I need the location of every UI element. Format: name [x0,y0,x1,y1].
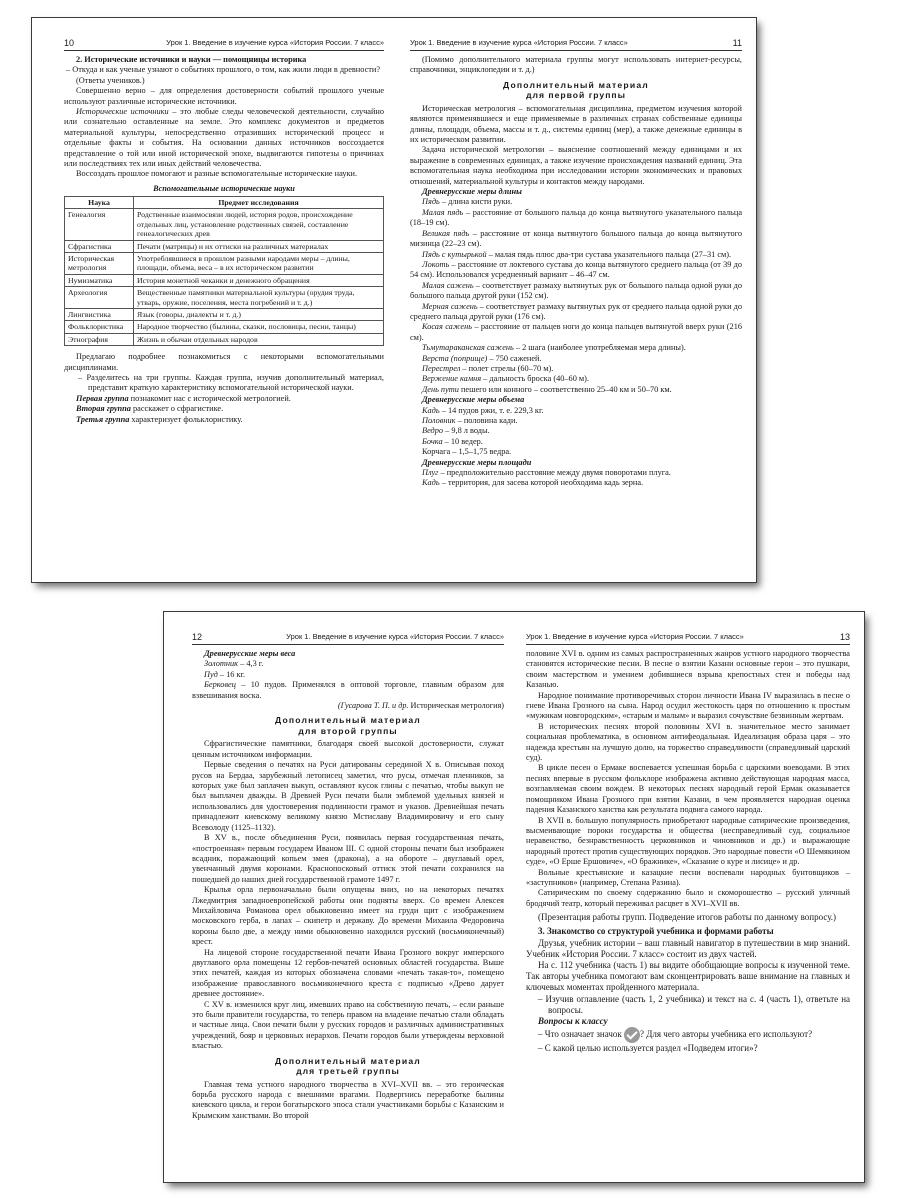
page-number: 11 [732,38,742,48]
paragraph [64,107,384,169]
section-title: Дополнительный материал [503,79,649,90]
measure-definition: – полет стрелы (60–70 м). [460,363,554,373]
science-name-cell: Сфрагистика [65,240,134,252]
paragraph: С XV в. изменился круг лиц, имевших право на собственную печать, – если раньше это были правители государства, то теперь правом на владение печатью стали обладать и частные лица. Свои печати были у русских городов и различных административных учреждений, бояр и церковных иерархов. Печати городов были утверждены верховной властью. [192,999,504,1051]
term: Вторая группа [76,404,131,414]
science-name-cell: Этнография [65,333,134,345]
group-line [64,394,384,404]
table-header-row [65,196,384,208]
paragraph: Первые сведения о печатях на Руси датированы серединой X в. Описывая поход русов на Бердаа, зарубежный летописец заметил, что русы, отмечая пленников, за которых уже был заплачен выкуп, оставляют кусок глины с печатью, чтобы выкуп не был выплачен дважды. В Древней Руси печати были эмблемой удельных князей и использовались для удостоверения подлинности грамот и указов. Древнейшая печать принадлежит киевскому великому князю Мстиславу Владимировичу и его сыну Всеволоду (1125–1132). [192,760,504,832]
measure-item [410,437,742,447]
measure-item [410,478,742,488]
measure-definition: – 14 пудов ржи, т. е. 229,3 кг. [439,405,544,415]
measure-item [410,197,742,207]
answer-note: (Ответы учеников.) [76,75,145,85]
subject-cell: Жизнь и обычаи отдельных народов [134,333,384,345]
measure-item [192,680,504,701]
instruction: – Разделитесь на три группы. Каждая группа, изучив дополнительный материал, представит краткую характеристику вспомогательной исторической науки. [78,372,384,393]
paragraph: Задача исторической метрологии – выяснение соотношений между единицами и их выражение в современных единицах, а также изучение происхождения названий единиц. Эта вспомогательная наука необходима при исследовании истории экономических и правовых отношений, материальной культуры и контактов между народами. [410,145,742,186]
paragraph: Историческая метрология – вспомогательная дисциплина, предметом изучения которой являются применявшиеся и еще применяемые в различных странах собственные единицы длины, площади, объема, массы и т. д., системы единиц (мер), а также денежные единицы в их историческом развитии. [410,103,742,145]
paragraph: В XV в., после объединения Руси, появилась первая государственная печать, «построенная» первым государем Иваном III. С одной стороны печати был изображен всадник, поражающий копьем змея (дракона), а на обороте – двуглавый орел, увенчанный двумя коронами. Краснопосковый оттиск этой печати сохранился на пошедшей до наших дней государственной грамоте 1497 г. [192,833,504,884]
subject-cell: Печати (матрицы) и их оттиски на различных материалах [134,240,384,252]
volume-measures-list [410,406,742,458]
measure-item [410,302,742,323]
measure-item [410,374,742,384]
table-body [65,209,384,346]
section-subtitle: для первой группы [526,90,626,101]
term: Третья группа [76,414,130,424]
term: Первая группа [76,393,129,403]
auxiliary-sciences-table [64,196,384,346]
source-author: (Гусарова Т. П. и др. [337,701,409,711]
instruction: – Изучив оглавление (часть 1, 2 учебника) и текст на с. 4 (часть 1), ответьте на вопросы. [538,993,850,1015]
text: познакомит нас с исторической метрологией. [128,393,291,403]
paragraph: Предлагаю подробнее познакомиться с некоторыми вспомогательными дисциплинами. [64,352,384,372]
science-name-cell: Фольклористика [65,321,134,333]
measure-term: Пуд [204,669,218,679]
subheading: Древнерусские меры веса [204,649,296,658]
table-header-cell: Предмет исследования [134,196,384,208]
measure-definition: – малая пядь плюс два-три сустава указательного пальца (27–31 см). [486,249,732,259]
subject-cell: Вещественные памятники материальной культуры (орудия труда, утварь, оружие, поселения, места погребений и т. д.) [134,287,384,309]
group-line [64,404,384,414]
table-row [65,308,384,320]
table-row [65,209,384,240]
running-title: Урок 1. Введение в изучение курса «История России. 7 класс» [410,38,628,47]
paragraph: На лицевой стороне государственной печати Ивана Грозного вокруг имперского двуглавого орла помещены 12 гербов-печатей основных областей государства. Выше этих печатей, каждая из которых обозначена словами «печать такая-то», помещено изображение православного восьмиконечного креста с подписью «Древо дарует древнее достояние». [192,947,504,999]
measure-item [410,322,742,343]
text: расскажет о сфрагистике. [130,404,224,414]
measure-definition: – расстояние от пальцев ноги до конца пальцев вытянутой вверх руки (216 см). [410,322,742,342]
page-number: 13 [839,632,850,642]
table-row [65,274,384,286]
measure-item [410,364,742,374]
spread-pages-10-11 [32,18,756,582]
measure-term: Золотник [204,659,239,669]
measure-term: Малая пядь [422,207,464,217]
measure-term: Ведро [422,426,444,436]
subheading: Вопросы к классу [538,1015,608,1026]
paragraph: Крылья орла первоначально были опущены вниз, но на некоторых печатях Лжедмитрия западноевропейской работы они подняты вверх. Со времен Алексея Михайловича Романова орел обыкновенно имеет на груди щит с изображением московского герба, в лапах – скипетр и державу. До времени Михаила Федоровича короны было две, а между ними обыкновенно находился русский (восьмиконечный) крест. [192,885,504,947]
measure-term: Тьмутараканская сажень [422,343,514,353]
section-subtitle: для третьей группы [296,1066,400,1077]
paragraph: Воссоздать прошлое помогают и разные вспомогательные исторические науки. [76,169,358,179]
subheading: Древнерусские меры площади [422,457,532,467]
measure-term: Кадь [422,405,440,415]
section-title: Дополнительный материал [275,1055,421,1066]
measure-term: Мерная сажень [422,301,478,311]
subject-cell: Родственные взаимосвязи людей, история родов, происхождение отдельных лиц, установление родственных связей, составление генеалогических древ [134,209,384,240]
paragraph: Народное понимание противоречивых сторон личности Ивана IV выразилась в песне о гневе Ивана Грозного на сына. Народ осудил жестокость царя по отношению к простым «мужикам новгородским», «старым и малым» и выразил сочувствие безвинным жертвам. [526,690,850,721]
paragraph: Совершенно верно – для определения достоверности событий прошлого ученые используют различные исторические источники. [64,86,384,106]
page-12 [164,612,514,1182]
measure-definition: – расстояние от локтевого сустава до конца вытянутого среднего пальца (от 39 до 54 см). Использовался усредненный вариант – 46–47 см. [410,259,742,280]
measure-definition: – расстояние от конца вытянутого большого пальца до конца вытянутого мизинца (22–23 см). [410,228,742,249]
measure-item [410,208,742,229]
measure-term: Великая пядь [422,228,470,238]
measure-definition: Корчага – 1,5–1,75 ведра. [422,447,512,457]
measure-item [410,447,742,457]
measure-definition: – половина кади. [455,416,518,425]
measure-term: Малая сажень [422,280,474,290]
question [526,1027,850,1043]
measure-definition: – 4,3 г. [238,659,264,669]
measure-definition: – 2 шага (наиболее употребляемая мера длины). [513,343,686,353]
question: – Откуда и как ученые узнают о событиях прошлого, о том, как жили люди в древности? [66,65,381,75]
measure-definition: – предположительно расстояние между двумя поворотами плуга. [438,468,671,478]
paragraph: В исторических песнях второй половины XVI в. значительное место занимает социальная проблематика, в основном антифеодальная. Идеализация образа царя – это надежда крестьян на лучшую долю, на торжество справедливости (справедливый царский суд). [526,721,850,763]
table-row [65,287,384,309]
measure-term: Плуг [422,468,439,478]
page-number: 12 [192,632,203,642]
subject-cell: Язык (говоры, диалекты и т. д.) [134,308,384,320]
running-header [526,626,850,645]
subject-cell: История монетной чеканки и денежного обращения [134,274,384,286]
science-name-cell: Историческая метрология [65,252,134,274]
paragraph: Друзья, учебник истории – ваш главный навигатор в путешествии в мир знаний. Учебник «История России. 7 класс» состоит из двух частей. [526,937,850,959]
source-title: Историческая метрология) [408,701,504,711]
measure-item [410,406,742,416]
section-subtitle: для второй группы [298,725,398,736]
text: ? Для чего авторы учебника его используют? [640,1029,813,1040]
measure-term: День пути [422,384,459,394]
measure-definition: – 16 кг. [217,669,246,679]
measure-item [410,281,742,302]
text: – Что означает значок [538,1029,625,1040]
measure-term: Пядь [422,197,440,207]
measure-definition: – дальность броска (40–60 м). [481,374,590,384]
measure-definition: – 9,8 л воды. [443,426,490,436]
measure-definition: – 750 саженей. [487,353,542,363]
paragraph: На с. 112 учебника (часть 1) вы видите обобщающие вопросы к изученной теме. Так авторы учебника помогают вам сконцентрировать ваше внимание на главных и ключевых моментах пройденного материала. [526,959,850,993]
science-name-cell: Археология [65,287,134,309]
paragraph: Главная тема устного народного творчества в XVI–XVII вв. – это героическая борьба русского народа с внешними врагами. Подвергнись переработке былины киевского цикла, и герои богатырского эпоса стали участниками борьбы с Казанским и Крымским ханствами. Во второй [192,1079,504,1120]
page-number: 10 [64,38,75,48]
measure-term: Вержение камня [422,374,482,384]
measure-term: Перестрел [422,363,461,373]
measure-term: Пядь с кутырькой [422,249,487,259]
science-name-cell: Нумизматика [65,274,134,286]
table-row [65,240,384,252]
running-title: Урок 1. Введение в изучение курса «История России. 7 класс» [286,632,504,641]
measure-item [410,416,742,426]
table-header-cell: Наука [65,196,134,208]
measure-item [410,250,742,260]
paragraph: В цикле песен о Ермаке воспевается успешная борьба с царскими воеводами. В этих песнях впервые в русском фольклоре изображена активно действующая народная масса, возглавляемая своим вождем. В некоторых песнях народный герой Ермак оказывается помощником Ивана Грозного при взятии Казани, в чем проявляется народная оценка падения Казанского ханства как результата подвига самого народа. [526,763,850,815]
measure-term: Половник [422,416,456,425]
measure-definition: – соответствует размаху вытянутых рук от большого пальца одной руки до большого пальца другой руки (152 см). [410,280,742,301]
subject-cell: Употреблявшиеся в прошлом разными народами меры – длины, площади, объема, веса – в их историческом развитии [134,252,384,274]
measure-term: Локоть [422,259,450,269]
presentation-note: (Презентация работы групп. Подведение итогов работы по данному вопросу.) [538,912,837,923]
page-13 [514,612,864,1182]
measure-term: Верста (поприще) [422,353,488,363]
paragraph: (Помимо дополнительного материала группы могут использовать интернет-ресурсы, справочники, энциклопедии и т. д.) [410,55,742,75]
section-heading: 2. Исторические источники и науки — помощницы историка [76,55,307,64]
measure-item [410,229,742,250]
paragraph: Вольные крестьянские и казацкие песни воспевали народных бунтовщиков – «заступников» (например, Степана Разина). [526,867,850,887]
measure-term: Берковец [204,680,236,690]
measure-item [192,670,504,680]
term: Исторические источники [76,107,169,117]
table-caption: Вспомогательные исторические науки [153,183,295,193]
text: характеризует фольклористику. [129,414,243,424]
science-name-cell: Генеалогия [65,209,134,240]
page-10 [32,18,394,582]
running-title: Урок 1. Введение в изучение курса «История России. 7 класс» [166,38,384,47]
measure-item [410,468,742,478]
running-header [64,32,384,51]
measure-definition: – 10 пудов. Применялся в оптовой торговле, главным образом для взвешивания воска. [192,680,504,700]
running-header [410,32,742,51]
measure-item [410,385,742,395]
science-name-cell: Лингвистика [65,308,134,320]
section-title: Дополнительный материал [275,715,421,726]
measure-definition: – соответствует размаху вытянутых рук от среднего пальца одной руки до среднего пальца другой руки (176 см). [410,301,743,321]
section-heading: 3. Знакомство со структурой учебника и формами работы [538,926,774,937]
table-row [65,333,384,345]
check-mark-icon [624,1027,640,1043]
measure-definition: – расстояние от большого пальца до конца вытянутого указательного пальца (18–19 см). [410,207,742,228]
table-row [65,252,384,274]
measure-item [192,659,504,669]
running-title: Урок 1. Введение в изучение курса «История России. 7 класс» [526,632,744,641]
measure-term: Бочка [422,436,443,446]
measure-term: Кадь [422,478,440,488]
paragraph: В XVII в. большую популярность приобретают народные сатирические произведения, высмеивающие пороки государства и общества (несправедливый суд, социальное неравенство, безнравственность церковников и чиновников и др.) и выражающие народный протест против существующих порядков. Это народные повести «О Шемякином суде», «О Ерше Ершовиче», «О бражнике», «Сказание о куре и лисице» и др. [526,815,850,867]
measure-item [410,343,742,353]
page-11 [394,18,756,582]
measure-term: Косая сажень [422,322,472,332]
area-measures-list [410,468,742,489]
subject-cell: Народное творчество (былины, сказки, пословицы, песни, танцы) [134,321,384,333]
paragraph: половине XVI в. одним из самых распространенных жанров устного народного творчества становятся исторические песни. В песне о взятии Казани основные герои – это пушкари, своим мастерством и умением добившиеся взрыва крепостных стен и победы над Казанью. [526,649,850,690]
measure-item [410,260,742,281]
subheading: Древнерусские меры объема [422,395,525,405]
group-line [64,415,384,425]
weight-measures-list [192,659,504,701]
measure-definition: – территория, для засева которой необходима кадь зерна. [439,478,644,488]
subheading: Древнерусские меры длины [422,187,522,197]
paragraph: Сатирическим по своему содержанию было и скоморошество – русский уличный бродячий театр, который переживал расцвет в XVI–XVII вв. [526,888,850,908]
running-header [192,626,504,645]
measure-item [410,354,742,364]
measure-definition: – 10 ведер. [442,436,483,446]
measure-definition: – длина кисти руки. [439,197,513,207]
table-row [65,321,384,333]
text: – это любые следы человеческой деятельности, случайно или сознательно оставленные на земле. Это комплекс документов и предметов материальной культуры, непосредственно отразивших исторический процесс и отдельные факты и события. На основании данных источников воссоздается представление о той или иной исторической эпохе, выдвигаются гипотезы о причинах или последствиях тех или иных действий человечества. [64,107,384,169]
source-citation [192,701,504,711]
measure-item [410,426,742,436]
measure-definition: пешего или конного – соответственно 25–40 км и 50–70 км. [458,384,672,394]
length-measures-list [410,197,742,395]
paragraph: Сфрагистические памятники, благодаря своей высокой достоверности, служат ценным источником информации. [192,739,504,759]
question: – С какой целью используется раздел «Подведем итоги»? [538,1043,758,1054]
spread-pages-12-13 [164,612,864,1182]
